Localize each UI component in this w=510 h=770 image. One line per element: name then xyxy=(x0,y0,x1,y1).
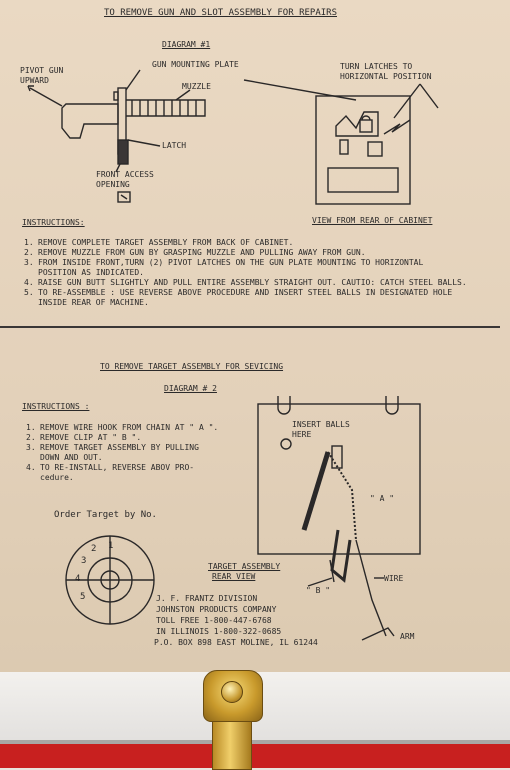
gun-side-view-diagram xyxy=(28,70,205,202)
label-view-from-rear: VIEW FROM REAR OF CABINET xyxy=(312,216,433,225)
label-rear-view: REAR VIEW xyxy=(212,572,256,581)
label-here: HERE xyxy=(292,430,312,439)
order-target-label: Order Target by No. xyxy=(54,510,157,520)
list-item-continued: cedure. xyxy=(40,473,74,482)
screw-icon xyxy=(221,681,243,703)
company-products: JOHNSTON PRODUCTS COMPANY xyxy=(156,605,277,614)
label-front-access: FRONT ACCESS xyxy=(96,170,154,179)
list-item-continued: INSIDE REAR OF MACHINE. xyxy=(38,298,149,307)
target-number-3: 3 xyxy=(81,556,87,566)
label-point-b: " B " xyxy=(306,586,331,595)
label-horizontal-position: HORIZONTAL POSITION xyxy=(340,72,432,81)
list-item: 1. REMOVE COMPLETE TARGET ASSEMBLY FROM BACK OF CABINET. xyxy=(24,238,294,247)
instructions2-heading: INSTRUCTIONS : xyxy=(22,402,90,411)
label-insert-balls: INSERT BALLS xyxy=(292,420,350,429)
label-target-assembly: TARGET ASSEMBLY xyxy=(208,562,281,571)
label-gun-mounting-plate: GUN MOUNTING PLATE xyxy=(152,60,239,69)
diagram2-label: DIAGRAM # 2 xyxy=(164,384,217,393)
list-item: 1. REMOVE WIRE HOOK FROM CHAIN AT " A ". xyxy=(26,423,219,432)
target-number-5: 5 xyxy=(80,592,86,602)
label-muzzle: MUZZLE xyxy=(182,82,211,91)
target-rings-diagram xyxy=(66,536,154,624)
list-item: 3. REMOVE TARGET ASSEMBLY BY PULLING xyxy=(26,443,199,452)
target-assembly-diagram xyxy=(258,396,420,640)
list-item: 4. RAISE GUN BUTT SLIGHTLY AND PULL ENTIRE ASSEMBLY STRAIGHT OUT. CAUTIO: CATCH STEEL BALLS. xyxy=(24,278,467,287)
cabinet-red-trim xyxy=(0,744,510,768)
company-name: J. F. FRANTZ DIVISION xyxy=(156,594,258,603)
list-item-continued: DOWN AND OUT. xyxy=(40,453,103,462)
list-item: 2. REMOVE CLIP AT " B ". xyxy=(26,433,142,442)
label-point-a: " A " xyxy=(370,494,395,503)
diagram1-label: DIAGRAM #1 xyxy=(162,40,211,49)
list-item: 2. REMOVE MUZZLE FROM GUN BY GRASPING MUZZLE AND PULLING AWAY FROM GUN. xyxy=(24,248,366,257)
company-address: P.O. BOX 898 EAST MOLINE, IL 61244 xyxy=(154,638,318,647)
label-opening: OPENING xyxy=(96,180,130,189)
label-pivot-gun: PIVOT GUN xyxy=(20,66,64,75)
label-arm: ARM xyxy=(400,632,415,641)
target-number-2: 2 xyxy=(91,544,97,554)
company-toll-free: TOLL FREE 1-800-447-6768 xyxy=(156,616,272,625)
list-item-continued: POSITION AS INDICATED. xyxy=(38,268,144,277)
label-latch: LATCH xyxy=(162,141,187,150)
list-item: 5. TO RE-ASSEMBLE : USE REVERSE ABOVE PROCEDURE AND INSERT STEEL BALLS IN DESIGNATED HOLE xyxy=(24,288,453,297)
target-number-1: 1 xyxy=(108,541,114,551)
target-number-4: 4 xyxy=(75,574,81,584)
instructions1-heading: INSTRUCTIONS: xyxy=(22,218,85,227)
label-wire: WIRE xyxy=(384,574,404,583)
section2-title: TO REMOVE TARGET ASSEMBLY FOR SEVICING xyxy=(100,362,284,371)
label-turn-latches: TURN LATCHES TO xyxy=(340,62,413,71)
label-upward: UPWARD xyxy=(20,76,49,85)
section1-title: TO REMOVE GUN AND SLOT ASSEMBLY FOR REPAIRS xyxy=(104,8,337,18)
list-item: 3. FROM INSIDE FRONT,TURN (2) PIVOT LATCHES ON THE GUN PLATE MOUNTING TO HORIZONTAL xyxy=(24,258,424,267)
rear-cabinet-view-diagram xyxy=(244,80,438,204)
company-illinois: IN ILLINOIS 1-800-322-0685 xyxy=(156,627,282,636)
list-item: 4. TO RE-INSTALL, REVERSE ABOV PRO- xyxy=(26,463,195,472)
